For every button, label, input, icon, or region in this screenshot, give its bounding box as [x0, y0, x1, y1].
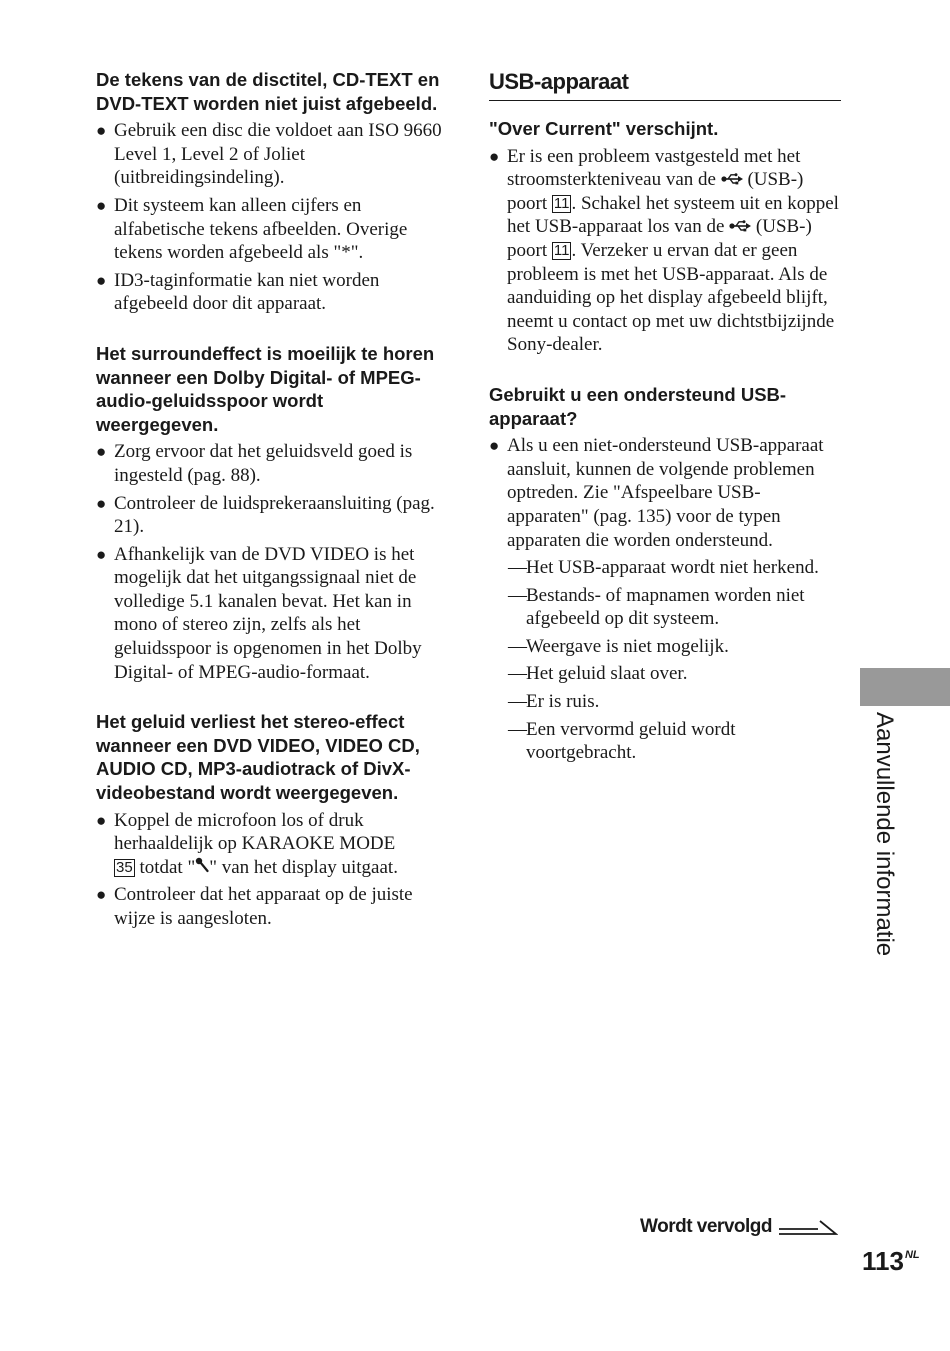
bullet-icon: ●	[96, 493, 107, 513]
dash-item	[489, 556, 841, 580]
bullet-icon: ●	[96, 544, 107, 564]
bullet-icon: ●	[96, 885, 107, 905]
dash-item	[489, 635, 841, 659]
question-heading: "Over Current" verschijnt.	[489, 118, 719, 139]
bullet-item	[489, 145, 841, 357]
dash-item	[489, 718, 841, 765]
dash-item	[489, 584, 841, 631]
dash-text: Het USB-apparaat wordt niet herkend.	[526, 557, 819, 579]
side-tab-label	[870, 712, 910, 987]
bullet-text: totdat "	[134, 856, 196, 878]
dash-text: Weergave is niet mogelijk.	[526, 635, 729, 657]
continue-arrow-icon	[778, 1217, 838, 1237]
button-reference: 35	[116, 858, 133, 876]
bullet-text: " van het display uitgaat.	[209, 856, 398, 878]
question-heading: De tekens van de disctitel, CD-TEXT en DVD-TEXT worden niet juist afgebeeld.	[96, 69, 440, 114]
usb-icon	[721, 170, 743, 189]
microphone-icon	[195, 857, 209, 878]
bullet-icon: ●	[96, 121, 107, 141]
bullet-text: Koppel de microfoon los of druk herhaaldelijk op KARAOKE MODE	[114, 809, 396, 855]
bullet-item	[96, 440, 446, 487]
continued-text: Wordt vervolgd	[640, 1216, 772, 1237]
question-heading: Het surroundeffect is moeilijk te horen wanneer een Dolby Digital- of MPEG-audio-geluidsspoor wordt weergegeven.	[96, 342, 435, 435]
bullet-item	[96, 809, 446, 880]
bullet-text: Controleer dat het apparaat op de juiste wijze is aangesloten.	[114, 884, 413, 929]
dash-text: Bestands- of mapnamen worden niet afgebeeld op dit systeem.	[526, 584, 805, 630]
bullet-item	[489, 434, 841, 552]
bullet-icon: ●	[96, 810, 107, 830]
side-tab-marker	[860, 668, 950, 706]
page-number-value: 113	[862, 1246, 904, 1276]
section-supported-usb	[489, 383, 841, 765]
bullet-text: Afhankelijk van de DVD VIDEO is het mogelijk dat het uitgangssignaal niet de volledige 5.1 kanalen bevat. Het kan in mono of stereo zijn, zelfs als het geluidsspoor is opgenomen in het Dolby Digital- of MPEG-audio-formaat.	[114, 543, 422, 683]
bullet-text: ID3-taginformatie kan niet worden afgebeeld door dit apparaat.	[114, 269, 380, 315]
dash-mark: —	[508, 663, 527, 685]
bullet-text: Als u een niet-ondersteund USB-apparaat aansluit, kunnen de volgende problemen optreden. Zie "Afspeelbare USB-apparaten" (pag. 135) voor de typen apparaten die worden ondersteund.	[507, 435, 824, 551]
bullet-item	[96, 883, 446, 930]
dash-item	[489, 690, 841, 714]
bullet-icon: ●	[96, 442, 107, 462]
section-disc-title	[96, 68, 446, 316]
port-reference: 11	[553, 194, 570, 212]
section-stereo-effect	[96, 710, 446, 930]
dash-item	[489, 662, 841, 686]
bullet-text: Zorg ervoor dat het geluidsveld goed is ingesteld (pag. 88).	[114, 441, 413, 486]
dash-text: Er is ruis.	[526, 691, 600, 713]
question-heading: Gebruikt u een ondersteund USB-apparaat?	[489, 383, 787, 429]
bullet-item	[96, 194, 446, 265]
bullet-icon: ●	[489, 146, 500, 166]
bullet-item	[96, 269, 446, 316]
dash-text: Het geluid slaat over.	[526, 663, 688, 685]
bullet-text: . Verzeker u ervan dat er geen probleem is met het USB-apparaat. Als de aanduiding op het display afgebeeld blijft, neemt u contact op met uw dichtstbijzijnde Sony-dealer.	[507, 239, 835, 356]
section-title: USB-apparaat	[489, 68, 841, 101]
section-over-current	[489, 117, 841, 357]
bullet-text: Controleer de luidsprekeraansluiting (pag. 21).	[114, 492, 435, 538]
side-tab-text: Aanvullende informatie	[871, 712, 898, 957]
page-language-suffix: NL	[904, 1249, 920, 1261]
right-column	[489, 68, 841, 769]
page-number	[862, 1246, 920, 1277]
bullet-item	[96, 119, 446, 190]
bullet-text: Gebruik een disc die voldoet aan ISO 9660 Level 1, Level 2 of Joliet (uitbreidingsindeling).	[114, 120, 442, 189]
bullet-item	[96, 492, 446, 539]
bullet-text: Er is een probleem vastgesteld met het stroomsterkteniveau van de	[507, 145, 801, 191]
dash-mark: —	[508, 718, 527, 740]
dash-mark: —	[508, 635, 527, 657]
usb-icon	[729, 217, 751, 236]
continued-note	[640, 1212, 838, 1242]
dash-mark: —	[508, 691, 527, 713]
bullet-icon: ●	[96, 195, 107, 215]
left-column	[96, 68, 446, 935]
bullet-text: Dit systeem kan alleen cijfers en alfabetische tekens afbeelden. Overige tekens worden afgebeeld als "*".	[114, 194, 408, 264]
question-heading: Het geluid verliest het stereo-effect wanneer een DVD VIDEO, VIDEO CD, AUDIO CD, MP3-audiotrack of DivX-videobestand wordt weergegeven.	[96, 711, 420, 804]
bullet-text: (USB-) poort	[507, 216, 812, 261]
bullet-icon: ●	[96, 270, 107, 290]
dash-mark: —	[508, 584, 527, 606]
bullet-text: (USB-) poort	[507, 169, 804, 214]
dash-text: Een vervormd geluid wordt voortgebracht.	[526, 718, 736, 764]
dash-mark: —	[508, 557, 527, 579]
section-surround	[96, 342, 446, 684]
bullet-item	[96, 543, 446, 685]
port-reference: 11	[553, 241, 570, 259]
bullet-text: . Schakel het systeem uit en koppel het USB-apparaat los van de	[507, 192, 839, 238]
bullet-icon: ●	[489, 436, 500, 456]
